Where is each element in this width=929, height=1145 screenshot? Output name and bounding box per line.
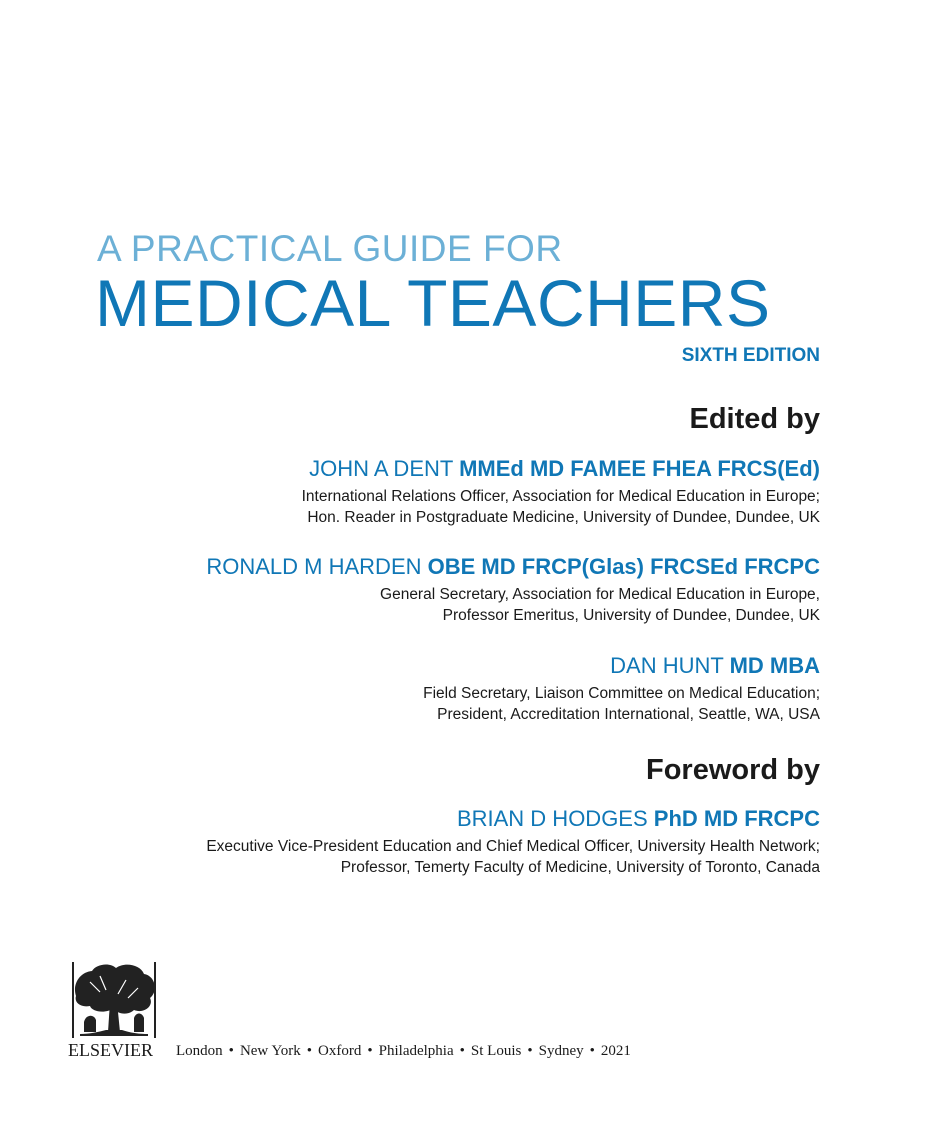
title-line-2: MEDICAL TEACHERS	[95, 266, 771, 340]
author-affiliation-2: Professor, Temerty Faculty of Medicine, University of Toronto, Canada	[340, 859, 820, 876]
city-separator: •	[589, 1043, 595, 1059]
editor-credentials: MD MBA	[729, 653, 820, 678]
title-line-1: A PRACTICAL GUIDE FOR	[97, 228, 563, 269]
editor-name	[302, 456, 820, 482]
editor-affiliation-2: Professor Emeritus, University of Dundee, Dundee, UK	[442, 607, 820, 624]
editor-credentials: OBE MD FRCP(Glas) FRCSEd FRCPC	[427, 554, 820, 579]
editor-affiliation-2: Hon. Reader in Postgraduate Medicine, University of Dundee, Dundee, UK	[307, 509, 820, 526]
publisher-city: Sydney	[538, 1043, 584, 1059]
city-separator: •	[306, 1043, 313, 1059]
city-separator: •	[459, 1043, 465, 1059]
editor-name	[206, 554, 820, 580]
city-separator: •	[527, 1043, 533, 1059]
publisher-city: Oxford	[318, 1043, 362, 1059]
edited-by-heading: Edited by	[689, 403, 820, 435]
author-credentials: PhD MD FRCPC	[653, 806, 820, 831]
editor-affiliation-1: General Secretary, Association for Medical Education in Europe,	[380, 586, 820, 603]
editor-name	[423, 653, 820, 679]
author-affiliation-1: Executive Vice-President Education and Chief Medical Officer, University Health Network;	[206, 838, 820, 855]
city-separator: •	[367, 1043, 373, 1059]
publisher-city: 2021	[600, 1043, 631, 1059]
publisher-city: New York	[239, 1043, 301, 1059]
author-name	[206, 806, 820, 832]
editor-affiliation-1: Field Secretary, Liaison Committee on Medical Education;	[423, 685, 820, 702]
editor-credentials: MMEd MD FAMEE FHEA FRCS(Ed)	[459, 456, 820, 481]
editor-affiliation-2: President, Accreditation International, Seattle, WA, USA	[437, 706, 820, 723]
publisher-cities	[176, 1043, 631, 1060]
edition-label: SIXTH EDITION	[681, 345, 820, 366]
editor-name-text: RONALD M HARDEN	[206, 554, 422, 579]
editor-1	[302, 456, 820, 528]
city-separator: •	[228, 1043, 234, 1059]
publisher-city: St Louis	[470, 1043, 522, 1059]
editor-3	[423, 653, 820, 725]
foreword-by-heading: Foreword by	[645, 754, 820, 786]
editor-affiliation-1: International Relations Officer, Association for Medical Education in Europe;	[301, 488, 820, 505]
editor-name-text: DAN HUNT	[610, 653, 724, 678]
editor-name-text: JOHN A DENT	[309, 456, 453, 481]
author-name-text: BRIAN D HODGES	[456, 806, 648, 831]
editor-2	[206, 554, 820, 626]
publisher-city: London	[176, 1043, 223, 1059]
elsevier-tree-logo	[70, 962, 158, 1038]
publisher-city: Philadelphia	[378, 1043, 454, 1059]
elsevier-logo-text: ELSEVIER	[68, 1040, 153, 1060]
foreword-author	[206, 806, 820, 878]
